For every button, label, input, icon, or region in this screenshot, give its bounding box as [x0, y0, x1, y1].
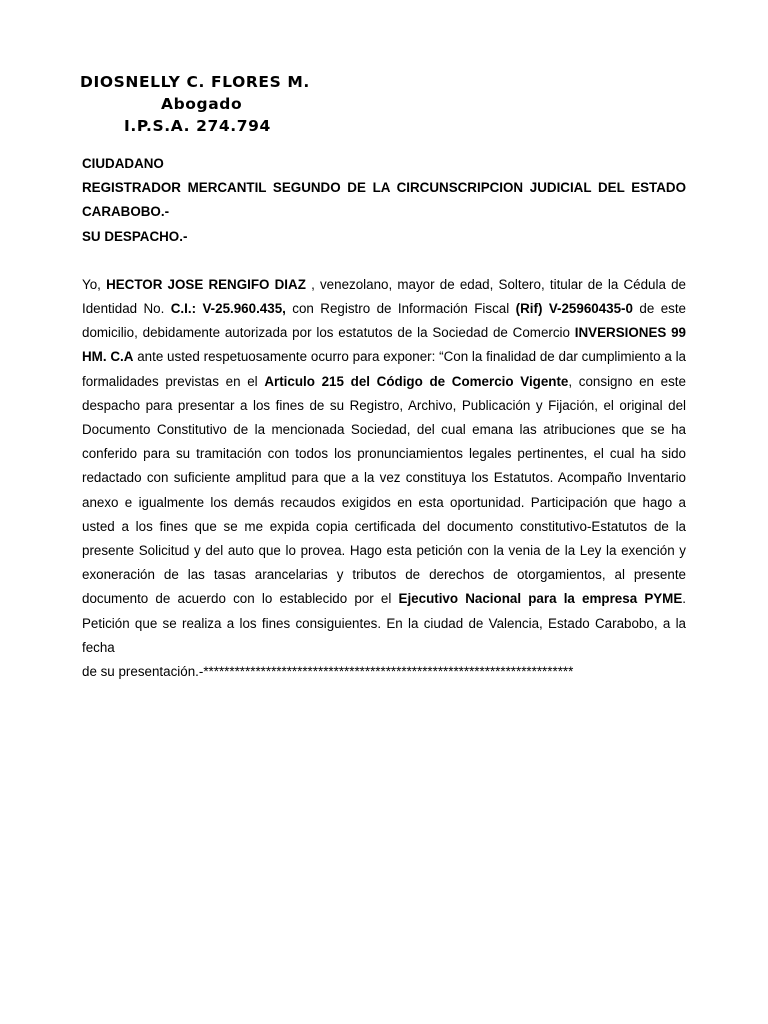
- company-name: INVERSIONES 99 HM. C.A: [82, 325, 687, 365]
- addressee-block: [82, 152, 686, 249]
- lawyer-name: DIOSNELLY C. FLORES M.: [80, 73, 310, 91]
- addressee-closing: SU DESPACHO.-: [82, 228, 188, 244]
- document-content: [82, 152, 686, 684]
- body-text-segment: ante usted respetuosamente ocurro para exponer: “Con la finalidad de dar cumplimiento a la formalidades previstas en el: [82, 349, 686, 389]
- lawyer-title: Abogado: [161, 95, 243, 113]
- body-text-segment: con Registro de Información Fiscal: [285, 301, 516, 317]
- addressee-salutation: CIUDADANO: [82, 156, 164, 171]
- identity-card-number: C.I.: V-25.960.435,: [170, 301, 286, 317]
- closing-line: de su presentación.-***********************************************************************: [82, 664, 574, 680]
- executive-reference: Ejecutivo Nacional para la empresa PYME: [398, 591, 683, 607]
- letterhead: [80, 71, 340, 137]
- rif-number: (Rif) V-25960435-0: [515, 301, 633, 317]
- lawyer-ipsa-number: I.P.S.A. 274.794: [124, 117, 271, 135]
- body-text-segment: Yo,: [82, 276, 107, 292]
- addressee-office: REGISTRADOR MERCANTIL SEGUNDO DE LA CIRCUNSCRIPCION JUDICIAL DEL ESTADO CARABOBO.-: [82, 180, 686, 220]
- body-text-segment: . Petición que se realiza a los fines consiguientes. En la ciudad de Valencia, Estado Carabobo, a la fecha: [82, 591, 687, 655]
- body-text-segment: , venezolano, mayor de edad, Soltero, titular de la Cédula de Identidad No.: [82, 276, 686, 317]
- legal-article-reference: Articulo 215 del Código de Comercio Vigente: [264, 373, 569, 389]
- body-text-segment: de este domicilio, debidamente autorizada por los estatutos de la Sociedad de Comercio: [82, 301, 686, 341]
- body-text-segment: , consigno en este despacho para presentar a los fines de su Registro, Archivo, Publicación y Fijación, el original del Documento Constitutivo de la mencionada Sociedad, del cual emana las atribuciones que se ha conferido para su tramitación con todos los pronunciamientos legales pertinentes, el cual ha sido redactado con suficiente amplitud para que a la vez constituya los Estatutos. Acompaño Inventario anexo e igualmente los demás recaudos exigidos en esta oportunidad. Participación que hago a usted a los fines que se me expida copia certificada del documento constitutivo-Estatutos de la presente Solicitud y del auto que lo provea. Hago esta petición con la venia de la Ley la exención y exoneración de las tasas arancelarias y tributos de derechos de otorgamientos, al presente documento de acuerdo con lo establecido por el: [82, 373, 686, 607]
- petition-body: [82, 273, 686, 660]
- applicant-name: HECTOR JOSE RENGIFO DIAZ: [106, 276, 306, 292]
